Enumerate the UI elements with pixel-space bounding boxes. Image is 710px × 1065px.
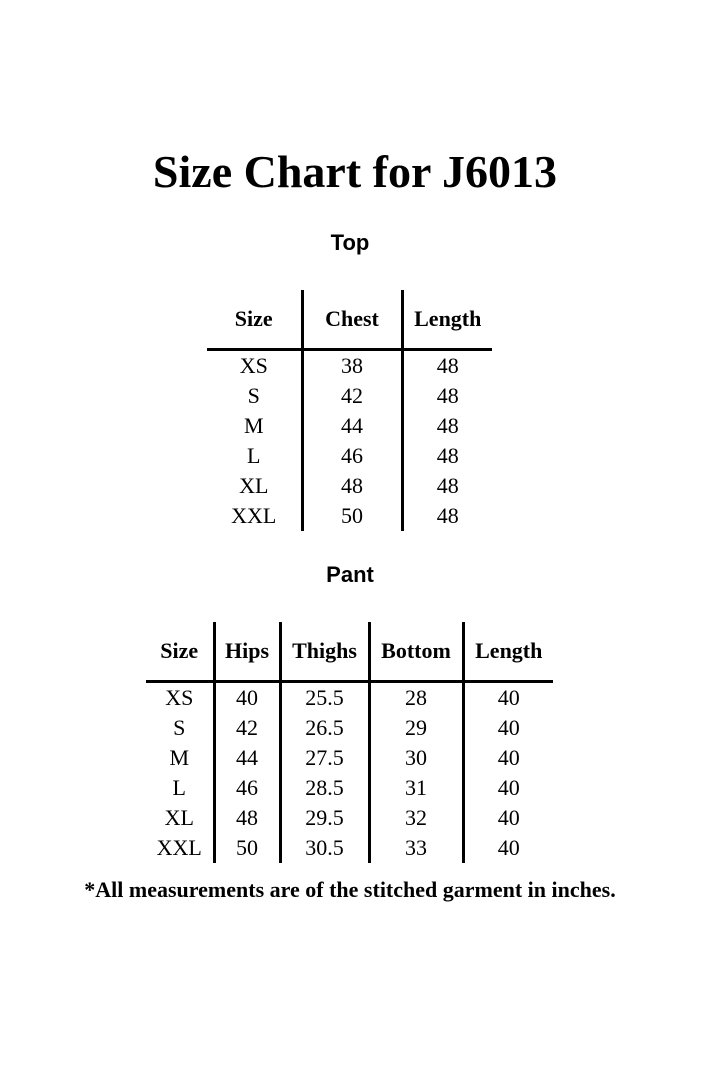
column-header-bottom: Bottom	[369, 622, 463, 682]
table-cell: 29	[369, 713, 463, 743]
table-row	[146, 713, 553, 743]
table-cell: 48	[402, 381, 492, 411]
table-row	[146, 682, 553, 714]
table-cell: 44	[214, 743, 280, 773]
table-cell: 33	[369, 833, 463, 863]
table-row	[207, 501, 492, 531]
table-row	[207, 350, 492, 382]
table-row	[207, 381, 492, 411]
table-cell: 48	[402, 411, 492, 441]
table-cell: 42	[214, 713, 280, 743]
table-row	[207, 471, 492, 501]
column-header-hips: Hips	[214, 622, 280, 682]
table-cell: 48	[402, 441, 492, 471]
column-header-thighs: Thighs	[280, 622, 369, 682]
top-section-heading: Top	[330, 230, 370, 255]
table-cell: 30.5	[280, 833, 369, 863]
table-cell: S	[247, 383, 260, 408]
table-cell: 48	[214, 803, 280, 833]
table-cell: 26.5	[280, 713, 369, 743]
table-row	[146, 743, 553, 773]
table-cell: 50	[302, 501, 402, 531]
column-header-length: Length	[402, 290, 492, 350]
top-size-table	[207, 290, 492, 531]
table-cell: XL	[239, 473, 269, 498]
table-cell: 48	[402, 471, 492, 501]
table-cell: 48	[402, 501, 492, 531]
pant-size-table	[146, 622, 553, 863]
table-cell: 27.5	[280, 743, 369, 773]
table-cell: 28	[369, 682, 463, 714]
table-cell: 44	[302, 411, 402, 441]
table-cell: 48	[302, 471, 402, 501]
table-cell: 40	[463, 773, 553, 803]
pant-section-heading: Pant	[326, 562, 374, 587]
table-cell: 31	[369, 773, 463, 803]
table-cell: 46	[302, 441, 402, 471]
column-header-size: Size	[207, 290, 302, 350]
table-cell: 40	[463, 682, 553, 714]
table-cell: 38	[302, 350, 402, 382]
table-cell: 28.5	[280, 773, 369, 803]
table-cell: L	[247, 443, 261, 468]
table-cell: L	[172, 775, 186, 800]
column-header-length: Length	[463, 622, 553, 682]
table-cell: 40	[463, 803, 553, 833]
column-header-size: Size	[146, 622, 214, 682]
table-cell: M	[243, 413, 264, 438]
table-cell: 46	[214, 773, 280, 803]
table-cell: 40	[463, 713, 553, 743]
measurement-footnote: *All measurements are of the stitched garment in inches.	[84, 877, 616, 902]
table-cell: 40	[463, 743, 553, 773]
table-cell: XL	[164, 805, 194, 830]
table-cell: M	[169, 745, 190, 770]
table-cell: 25.5	[280, 682, 369, 714]
page-title: Size Chart for J6013	[152, 146, 558, 197]
table-cell: 40	[463, 833, 553, 863]
table-cell: XXL	[156, 835, 202, 860]
table-cell: 30	[369, 743, 463, 773]
table-cell: 32	[369, 803, 463, 833]
table-row	[146, 773, 553, 803]
table-header-row	[146, 622, 553, 682]
table-cell: 50	[214, 833, 280, 863]
table-cell: XXL	[231, 503, 277, 528]
column-header-chest: Chest	[302, 290, 402, 350]
table-row	[146, 833, 553, 863]
table-cell: 40	[214, 682, 280, 714]
table-row	[207, 441, 492, 471]
table-header-row	[207, 290, 492, 350]
table-row	[207, 411, 492, 441]
table-row	[146, 803, 553, 833]
table-cell: S	[173, 715, 186, 740]
table-cell: 29.5	[280, 803, 369, 833]
table-cell: XS	[239, 353, 268, 378]
table-cell: 42	[302, 381, 402, 411]
table-cell: XS	[165, 685, 194, 710]
table-cell: 48	[402, 350, 492, 382]
